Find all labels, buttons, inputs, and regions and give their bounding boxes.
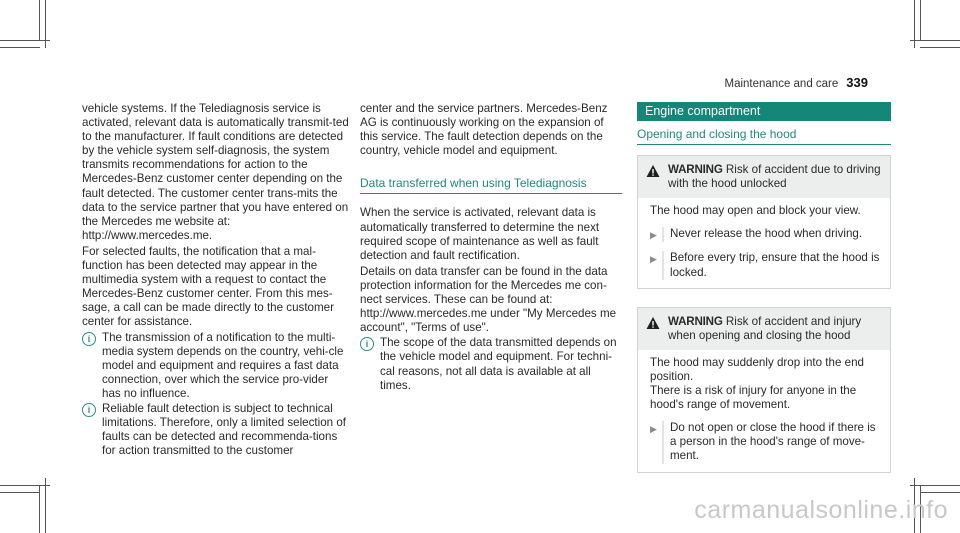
- warning-body: [638, 198, 890, 287]
- crop-mark: [910, 40, 960, 41]
- section-subheading: Opening and closing the hood: [637, 127, 891, 145]
- instruction-step: [650, 251, 882, 279]
- note-text: Reliable fault detection is subject to technical limitations. Therefore, only a limited selection of faults can be detected and recommenda-tions for action transmitted to the customer: [102, 401, 347, 458]
- warning-text: [668, 163, 882, 191]
- running-header: [724, 75, 868, 90]
- warning-header: [638, 156, 890, 198]
- step-text: Never release the hood when driving.: [662, 227, 882, 242]
- warning-label: WARNING: [668, 163, 723, 177]
- info-icon: i: [82, 332, 96, 346]
- paragraph: When the service is activated, relevant data is automatically transferred to determine the next required scope of maintenance as well as fault detection and fault rectification.: [360, 206, 600, 262]
- paragraph: center and the service partners. Mercedes-Benz AG is continuously working on the expansion of this service. The fault detection depends on the country, vehicle model and equipment.: [360, 102, 608, 158]
- warning-box: [637, 155, 891, 289]
- step-text: Do not open or close the hood if there is a person in the hood's range of move-ment.: [662, 421, 882, 463]
- crop-mark: [45, 478, 46, 533]
- crop-mark: [910, 485, 960, 486]
- column-1: [82, 102, 350, 458]
- info-icon: i: [82, 403, 96, 417]
- section-title: Maintenance and care: [724, 78, 839, 90]
- column-3: [637, 102, 891, 473]
- paragraph: For selected faults, the notification that a mal-function has been detected may appear in the multimedia system with a request to contact the Mercedes-Benz customer center. From this mes-sage, a call can be made directly to the customer center for assistance.: [82, 244, 334, 329]
- instruction-step: [650, 421, 882, 463]
- warning-body: [638, 350, 890, 472]
- warning-triangle-icon: [646, 164, 660, 178]
- crop-mark: [0, 485, 50, 486]
- note: [82, 331, 350, 401]
- warning-box: [637, 307, 891, 473]
- warning-paragraph: The hood may suddenly drop into the end position.: [650, 355, 864, 383]
- warning-paragraph: There is a risk of injury for anyone in the hood's range of movement.: [650, 384, 857, 412]
- section-subheading: Data transferred when using Telediagnosis: [360, 176, 622, 194]
- paragraph: Details on data transfer can be found in the data protection information for the Mercedes me con-nect services. These can be found at: http://www.mercedes.me under "My Mercedes me account", "Terms of use".: [360, 264, 617, 335]
- warning-label: WARNING: [668, 314, 723, 328]
- step-arrow-icon: ▶: [650, 424, 657, 435]
- crop-mark: [914, 0, 915, 48]
- warning-headline: Risk of accident due to driving with the hood unlocked: [668, 163, 881, 191]
- page-number: 339: [846, 75, 868, 90]
- watermark: carmanualsonline.info: [694, 496, 948, 524]
- paragraph: vehicle systems. If the Telediagnosis service is activated, relevant data is automatically transmit-ted to the manufacturer. If fault conditions are detected by the vehicle system self-diagnosis, the system transmits recommendations for action to the Mercedes-Benz customer center depending on the fault detected. The customer center trans-mits the data to the service partner that you have entered on the Mercedes me website at: http://www.mercedes.me.: [82, 102, 349, 242]
- note-text: The scope of the data transmitted depends on the vehicle model and equipment. For techni-cal reasons, not all data is available at all times.: [380, 336, 617, 392]
- note: [82, 402, 350, 458]
- crop-mark: [39, 0, 40, 40]
- step-arrow-icon: ▶: [650, 230, 657, 241]
- crop-mark: [0, 47, 40, 48]
- warning-headline: Risk of accident and injury when opening and closing the hood: [668, 314, 862, 342]
- info-icon: i: [360, 337, 374, 351]
- crop-mark: [0, 492, 40, 493]
- crop-mark: [920, 0, 921, 40]
- crop-mark: [0, 40, 50, 41]
- warning-paragraph: The hood may open and block your view.: [650, 204, 861, 218]
- crop-mark: [45, 0, 46, 48]
- chapter-band: Engine compartment: [637, 102, 891, 121]
- step-text: Before every trip, ensure that the hood is locked.: [662, 251, 882, 279]
- note: [360, 336, 622, 392]
- warning-text: [668, 315, 882, 343]
- crop-mark: [920, 492, 960, 493]
- instruction-step: [650, 227, 882, 242]
- warning-header: [638, 308, 890, 350]
- crop-mark: [920, 47, 960, 48]
- step-arrow-icon: ▶: [650, 254, 657, 265]
- warning-triangle-icon: [646, 316, 660, 330]
- note-text: The transmission of a notification to the multi-media system depends on the country, vehi-cle model and equipment and requires a fast data connection, over which the service pro-vider has no influence.: [102, 330, 344, 400]
- column-2: [360, 102, 622, 393]
- crop-mark: [39, 485, 40, 533]
